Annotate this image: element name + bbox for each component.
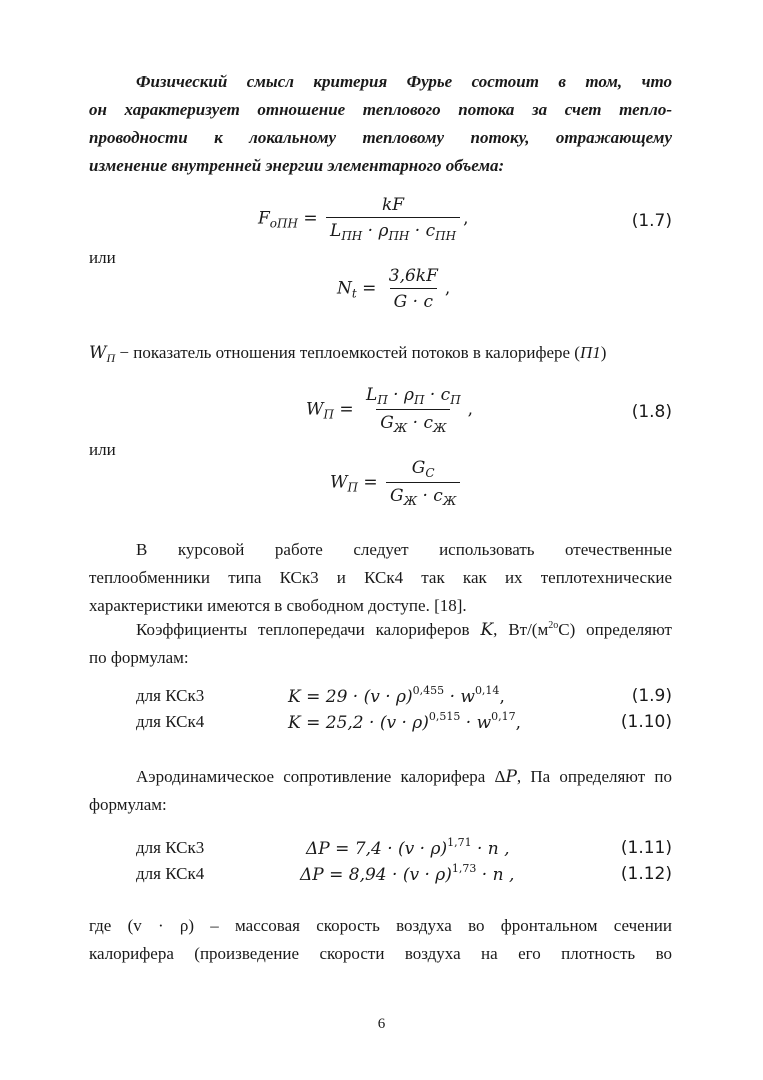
eqwp2-denominator [386,482,460,508]
wp-text: показатель отношения теплоемкостей потоков в калорифере ( [133,343,580,362]
intro-line-2: он характеризует отношение теплового потока за счет тепло- [89,100,672,119]
eq111-exp1: 1,71 [447,836,472,849]
intro-line-1: Физический смысл критерия Фурье состоит в том, что [136,72,672,91]
eq18-num-c: · c [424,385,451,405]
eq17-den-rho-sub: ПН [388,229,410,243]
eq111-number: (1.11) [620,838,672,858]
para1-line-2: теплообменники типа КСк3 и КСк4 так как их теплотехнические [89,568,672,587]
para4-line-1: где (v · ρ) – массовая скорость воздуха во фронтальном сечении [89,916,672,935]
eq17-numerator: kF [381,195,405,215]
wp-symbol-sub: П [106,351,116,365]
eq18-den-c-sub: Ж [433,421,447,435]
eqwp2-lhs-sub: П [347,480,358,495]
eq111-formula: ΔP = 7,4 · (v · ρ) [306,839,448,859]
eq19-formula: K = 29 · (v · ρ) [288,687,413,707]
wp-symbol: W [89,343,107,363]
eqnt-equals: = [362,278,382,299]
para2-line-1 [89,612,672,644]
eq19-number: (1.9) [631,686,672,706]
eq19-mid: · w [444,687,475,707]
eq110-mid: · w [460,713,492,733]
eq110-formula: K = 25,2 · (v · ρ) [288,713,429,733]
eq110-exp2: 0,17 [491,710,516,723]
eq110-label: для КСк4 [136,712,205,731]
para2-post: , Вт/(м [493,620,549,639]
eq17-den-l: L [330,221,342,241]
eq18-numerator [362,385,465,409]
eq111-label: для КСк3 [136,838,205,857]
eq18-num-rho: · ρ [387,385,414,405]
eq18-num-l-sub: П [377,393,388,407]
paragraph-coefficients [89,612,672,672]
eq112-mid: · n , [476,865,515,885]
eq18-num-c-sub: П [450,393,461,407]
intro-line-3: проводности к локальному тепловому потоку, отражающему [89,128,672,147]
eq17-fraction [326,195,460,243]
eqwp2-den-g-sub: Ж [403,494,418,508]
eq18-num-rho-sub: П [414,393,425,407]
eq18-denominator [376,409,450,435]
page-number: 6 [377,1016,386,1032]
wp-close: ) [600,343,607,362]
eq19-exp2: 0,14 [474,684,500,697]
eq18-den-g: G [380,413,394,433]
eqwp2-equals: = [363,472,384,493]
eq18-tail: , [467,399,474,420]
eq110-exp1: 0,515 [428,710,461,723]
eq17-den-rho: · ρ [362,221,389,241]
eq18-num-l: L [366,385,378,405]
intro-paragraph [89,68,672,180]
eqnt-tail: , [444,278,451,299]
equation-1-10 [288,710,521,733]
eqwp2-fraction [386,458,460,508]
eqnt-fraction [385,266,442,312]
eq17-den-l-sub: ПН [341,229,363,243]
wp-ref: П1 [579,343,601,362]
eq18-den-g-sub: Ж [393,421,408,435]
paragraph-courses [89,536,672,620]
eqwp2-lhs: W [330,472,348,493]
para2-line-2: по формулам: [89,648,189,667]
eq112-formula: ΔP = 8,94 · (v · ρ) [300,865,452,885]
eqwp2-den-c: · c [417,486,443,506]
eq18-den-c: · c [407,413,433,433]
para3-line-1 [89,763,672,791]
eqwp2-numerator [408,458,439,482]
eq19-exp1: 0,455 [412,684,445,697]
or-label-2: или [89,440,116,459]
para1-line-1: В курсовой работе следует использовать отечественные [136,540,672,559]
eq17-equals: = [303,208,324,229]
eq17-lhs-sub: oПН [269,216,298,231]
eq17-den-c: · c [409,221,436,241]
paragraph-mass-velocity [89,912,672,968]
eqnt-lhs-sub: t [351,286,357,301]
eq18-number: (1.8) [631,402,672,422]
eqnt-lhs: N [337,278,352,299]
equation-1-7 [258,195,468,243]
eq17-den-c-sub: ПН [435,229,457,243]
equation-1-8 [306,385,473,435]
eqnt-denominator: G · c [390,288,437,312]
wp-dash: − [119,343,129,362]
eq17-denominator [326,217,460,243]
eqwp2-den-c-sub: Ж [442,494,457,508]
intro-line-4: изменение внутренней энергии элементарного объема: [89,156,505,175]
eq110-number: (1.10) [620,712,672,732]
eq17-lhs: F [258,208,270,229]
eqwp2-num-g: G [411,458,426,478]
eq112-label: для КСк4 [136,864,205,883]
eqwp2-den-g: G [390,486,404,506]
equation-nt [337,266,450,312]
eq18-lhs: W [306,399,324,420]
paragraph-aerodynamic [89,763,672,819]
para2-sup: 2о [548,620,559,631]
para3-pre: Аэродинамическое сопротивление калорифера Δ [136,767,506,786]
para4-line-2: калорифера (произведение скорости воздуха на его плотность во [89,944,672,963]
para1-line-3: характеристики имеются в свободном доступе. [18]. [89,596,467,615]
eq19-label: для КСк3 [136,686,205,705]
eq18-lhs-sub: П [323,407,334,422]
equation-wp-2 [330,458,463,508]
eq18-equals: = [339,399,360,420]
or-label-1: или [89,248,116,267]
para3-symbol: P [505,767,517,787]
eq19-tail: , [499,687,505,707]
para3-line-2: формулам: [89,795,167,814]
equation-1-9 [288,684,505,707]
eq18-fraction [362,385,465,435]
eqwp2-num-sub: C [425,466,435,480]
para3-post: , Па определяют по [516,767,672,786]
para2-pre: Коэффициенты теплопередачи калориферов [136,620,481,639]
wp-description [89,339,672,372]
para2-symbol: K [480,620,494,640]
equation-1-12 [300,862,514,885]
eq17-number: (1.7) [631,211,672,231]
eq17-tail: , [463,208,469,229]
para2-end: С) определяют [558,620,672,639]
eq110-tail: , [515,713,522,733]
equation-1-11 [306,836,510,859]
eq112-number: (1.12) [620,864,672,884]
eqnt-numerator: 3,6kF [388,266,438,286]
eq111-mid: · n , [471,839,510,859]
eq112-exp1: 1,73 [451,862,477,875]
